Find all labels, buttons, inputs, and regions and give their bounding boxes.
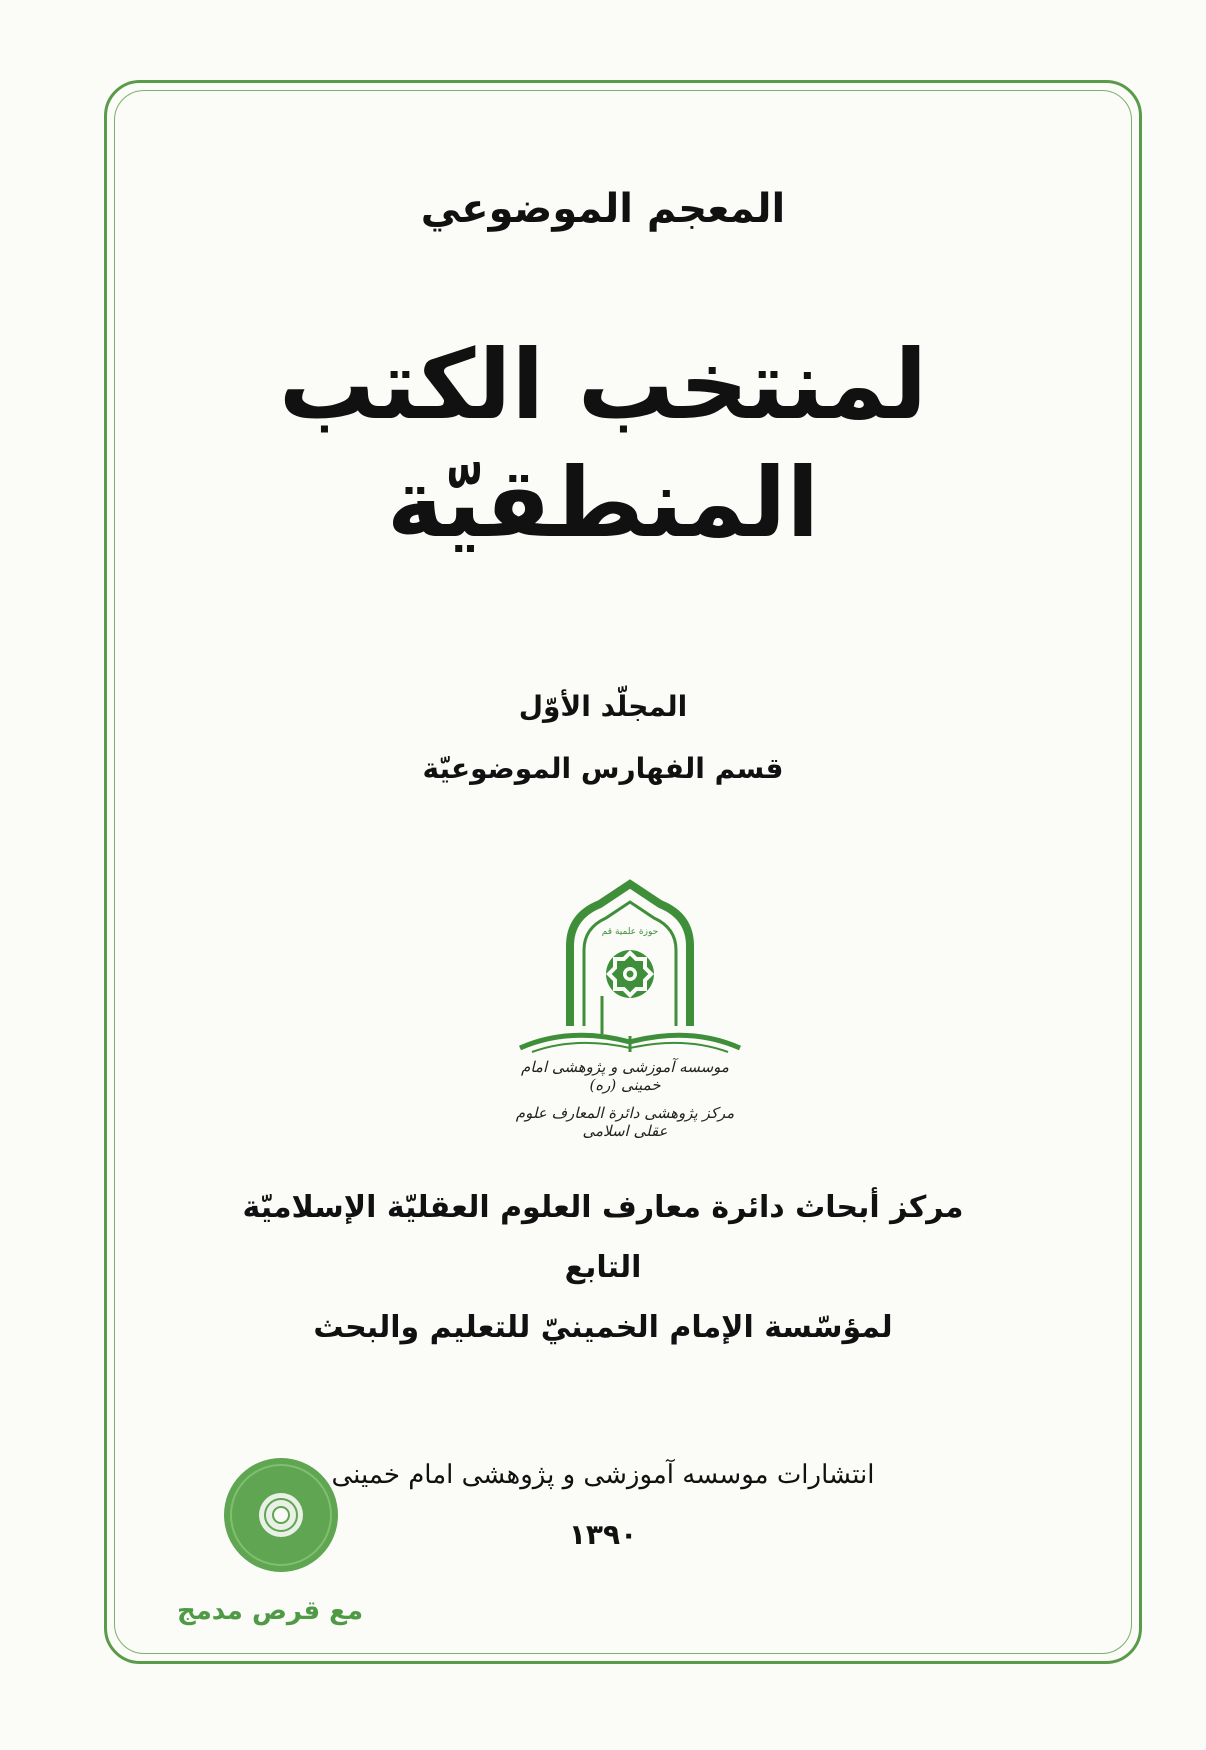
- mosque-arch-book-logo-icon: [510, 876, 750, 1056]
- compact-disc-icon: [222, 1456, 340, 1574]
- subtitle-top: المعجم الموضوعي: [420, 186, 786, 232]
- logo-arch-text: حوزة علمية قم: [601, 927, 659, 937]
- cd-caption: مع قرص مدمج: [176, 1596, 364, 1626]
- title-line-2: المنطقيّة: [386, 447, 820, 559]
- publisher-line-2: التابع: [564, 1250, 642, 1285]
- title-line-1: لمنتخب الكتب: [278, 329, 928, 441]
- publisher-line-3: لمؤسّسة الإمام الخمينيّ للتعليم والبحث: [313, 1310, 893, 1345]
- volume-label: المجلّد الأوّل: [518, 690, 688, 723]
- publication-year: ١٣٩٠: [568, 1518, 638, 1551]
- section-label: قسم الفهارس الموضوعيّة: [422, 752, 784, 785]
- logo-caption-line-2: مرکز پژوهشی دائرة المعارف علوم عقلی اسلامی: [515, 1104, 735, 1140]
- publisher-line-1: مركز أبحاث دائرة معارف العلوم العقليّة الإسلاميّة: [242, 1190, 964, 1225]
- logo-caption-line-1: موسسه آموزشی و پژوهشی امام خمینی (ره): [521, 1058, 729, 1094]
- page-border-inner: [114, 90, 1132, 1654]
- imprint-line: انتشارات موسسه آموزشی و پژوهشی امام خمینی: [331, 1460, 875, 1490]
